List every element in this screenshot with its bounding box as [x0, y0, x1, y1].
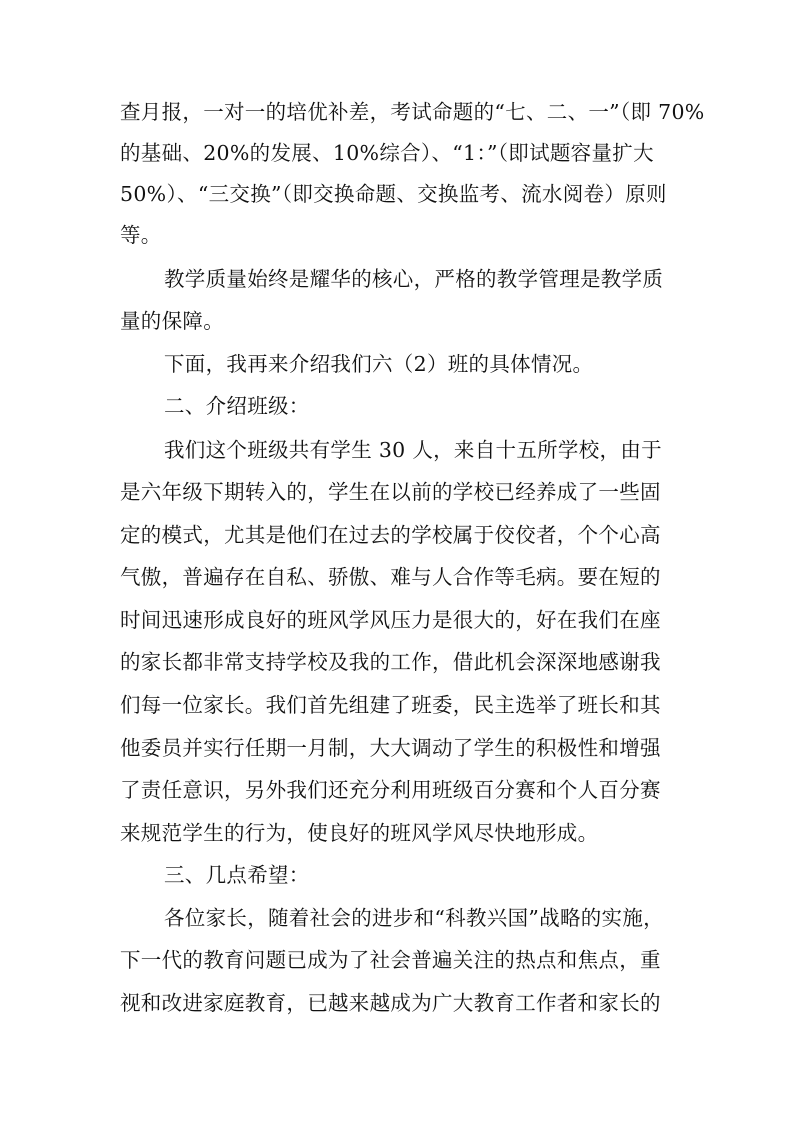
text-line-20: 各位家长，随着社会的进步和“科教兴国”战略的实施， [164, 906, 664, 930]
text-line-15: 们每一位家长。我们首先组建了班委，民主选举了班长和其 [120, 693, 661, 717]
text-line-10: 是六年级下期转入的，学生在以前的学校已经养成了一些固 [120, 480, 661, 504]
text-line-12: 气傲，普遍存在自私、骄傲、难与人合作等毛病。要在短的 [120, 565, 661, 589]
text-line-17: 了责任意识，另外我们还充分利用班级百分赛和个人百分赛 [120, 778, 661, 802]
text-line-4: 等。 [120, 223, 162, 247]
text-line-2: 的基础、20%的发展、10%综合）、“1：”（即试题容量扩大 [120, 141, 654, 165]
text-line-3: 50%）、“三交换”（即交换命题、交换监考、流水阅卷）原则 [120, 182, 667, 206]
text-line-22: 视和改进家庭教育，已越来越成为广大教育工作者和家长的 [120, 991, 661, 1015]
text-line-5: 教学质量始终是耀华的核心，严格的教学管理是教学质 [164, 267, 664, 291]
text-line-1: 查月报，一对一的培优补差，考试命题的“七、二、一”（即 70% [120, 100, 705, 124]
text-line-21: 下一代的教育问题已成为了社会普遍关注的热点和焦点，重 [120, 948, 661, 972]
text-line-11: 定的模式，尤其是他们在过去的学校属于佼佼者，个个心高 [120, 523, 661, 547]
text-line-13: 时间迅速形成良好的班风学风压力是很大的，好在我们在座 [120, 608, 661, 632]
text-line-9: 我们这个班级共有学生 30 人，来自十五所学校，由于 [164, 438, 662, 462]
text-line-14: 的家长都非常支持学校及我的工作，借此机会深深地感谢我 [120, 650, 661, 674]
text-line-7: 下面，我再来介绍我们六（2）班的具体情况。 [164, 352, 594, 376]
section-heading-hopes: 三、几点希望： [164, 863, 310, 887]
text-line-6: 量的保障。 [120, 309, 224, 333]
section-heading-class: 二、介绍班级： [164, 394, 310, 418]
text-line-16: 他委员并实行任期一月制，大大调动了学生的积极性和增强 [120, 736, 661, 760]
text-line-18: 来规范学生的行为，使良好的班风学风尽快地形成。 [120, 821, 599, 845]
